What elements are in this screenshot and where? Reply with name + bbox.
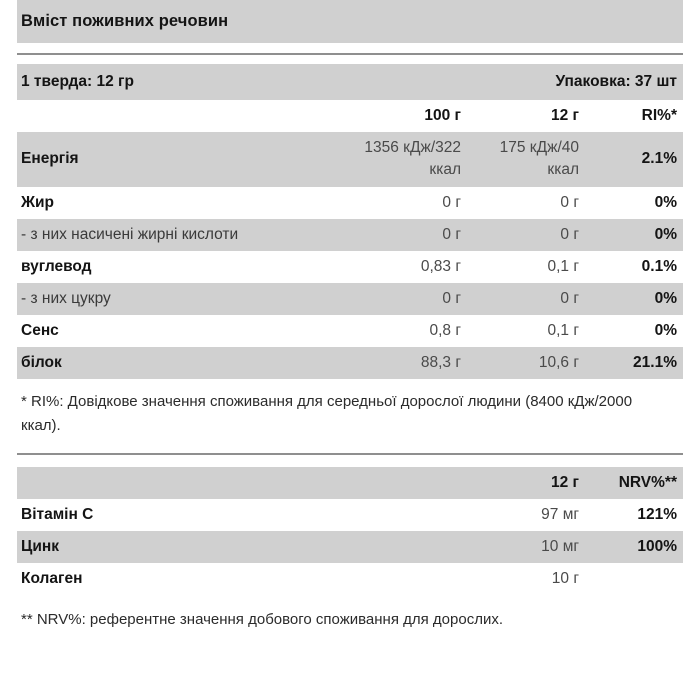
nutrient-name: Жир [17, 187, 327, 219]
footnote-nrv: ** NRV%: референтне значення добового споживання для дорослих. [21, 611, 504, 629]
table-row [17, 251, 683, 283]
table-row [17, 347, 683, 379]
col-header-micro-name [17, 467, 437, 499]
micronutrient-table [17, 467, 683, 595]
nutrient-value-100g: 0,8 г [327, 315, 467, 347]
col-header-micro-serving: 12 г [437, 467, 585, 499]
section-divider [17, 453, 683, 455]
page-title: Вміст поживних речовин [17, 0, 683, 43]
nutrient-value-100g: 0 г [327, 219, 467, 251]
nutrient-value-100g: 1356 кДж/322 ккал [327, 132, 467, 187]
nutrient-name: - з них цукру [17, 283, 327, 315]
micronutrient-nrv: 100% [585, 531, 683, 563]
nutrient-name: - з них насичені жирні кислоти [17, 219, 327, 251]
micronutrient-value-serving: 10 г [437, 563, 585, 595]
nutrient-value-100g: 0 г [327, 187, 467, 219]
micro-table-header-row [17, 467, 683, 499]
title-divider [17, 53, 683, 55]
micronutrient-nrv: 121% [585, 499, 683, 531]
nutrient-value-100g: 0 г [327, 283, 467, 315]
col-header-per-100g: 100 г [327, 100, 467, 132]
nutrient-ri: 21.1% [585, 347, 683, 379]
table-row [17, 219, 683, 251]
nutrient-value-serving: 10,6 г [467, 347, 585, 379]
table-row [17, 283, 683, 315]
micronutrient-name: Вітамін С [17, 499, 437, 531]
serving-info-band [17, 64, 683, 100]
nutrient-value-100g: 0,83 г [327, 251, 467, 283]
micronutrient-name: Колаген [17, 563, 437, 595]
col-header-per-serving: 12 г [467, 100, 585, 132]
nutrient-ri: 0% [585, 315, 683, 347]
table-row [17, 499, 683, 531]
nutrient-value-serving: 0 г [467, 219, 585, 251]
col-header-ri: RI%* [585, 100, 683, 132]
footnote-ri: * RI%: Довідкове значення споживання для середньої дорослої людини (8400 кДж/2000 ккал). [21, 392, 633, 434]
table-row [17, 563, 683, 595]
micronutrient-name: Цинк [17, 531, 437, 563]
nutrient-name: білок [17, 347, 327, 379]
nutrient-ri: 0% [585, 219, 683, 251]
nutrient-value-serving: 0,1 г [467, 315, 585, 347]
nutrient-value-serving: 0,1 г [467, 251, 585, 283]
micronutrient-value-serving: 97 мг [437, 499, 585, 531]
nutrient-name: вуглевод [17, 251, 327, 283]
table-row [17, 531, 683, 563]
nutrient-value-serving: 175 кДж/40 ккал [467, 132, 585, 187]
nutrient-ri: 0.1% [585, 251, 683, 283]
nutrient-ri: 0% [585, 283, 683, 315]
nutrient-name: Сенс [17, 315, 327, 347]
serving-size-label: 1 тверда: 12 гр [21, 73, 134, 90]
package-count-label: Упаковка: 37 шт [555, 73, 677, 90]
nutrient-ri: 0% [585, 187, 683, 219]
table-row [17, 187, 683, 219]
main-nutrition-table [17, 100, 683, 379]
nutrient-name: Енергія [17, 132, 327, 187]
col-header-name [17, 100, 327, 132]
main-table-header-row [17, 100, 683, 132]
nutrient-value-100g: 88,3 г [327, 347, 467, 379]
nutrient-value-serving: 0 г [467, 187, 585, 219]
micronutrient-nrv [585, 563, 683, 595]
col-header-nrv: NRV%** [585, 467, 683, 499]
nutrient-ri: 2.1% [585, 132, 683, 187]
table-row [17, 132, 683, 187]
nutrient-value-serving: 0 г [467, 283, 585, 315]
micronutrient-value-serving: 10 мг [437, 531, 585, 563]
table-row [17, 315, 683, 347]
